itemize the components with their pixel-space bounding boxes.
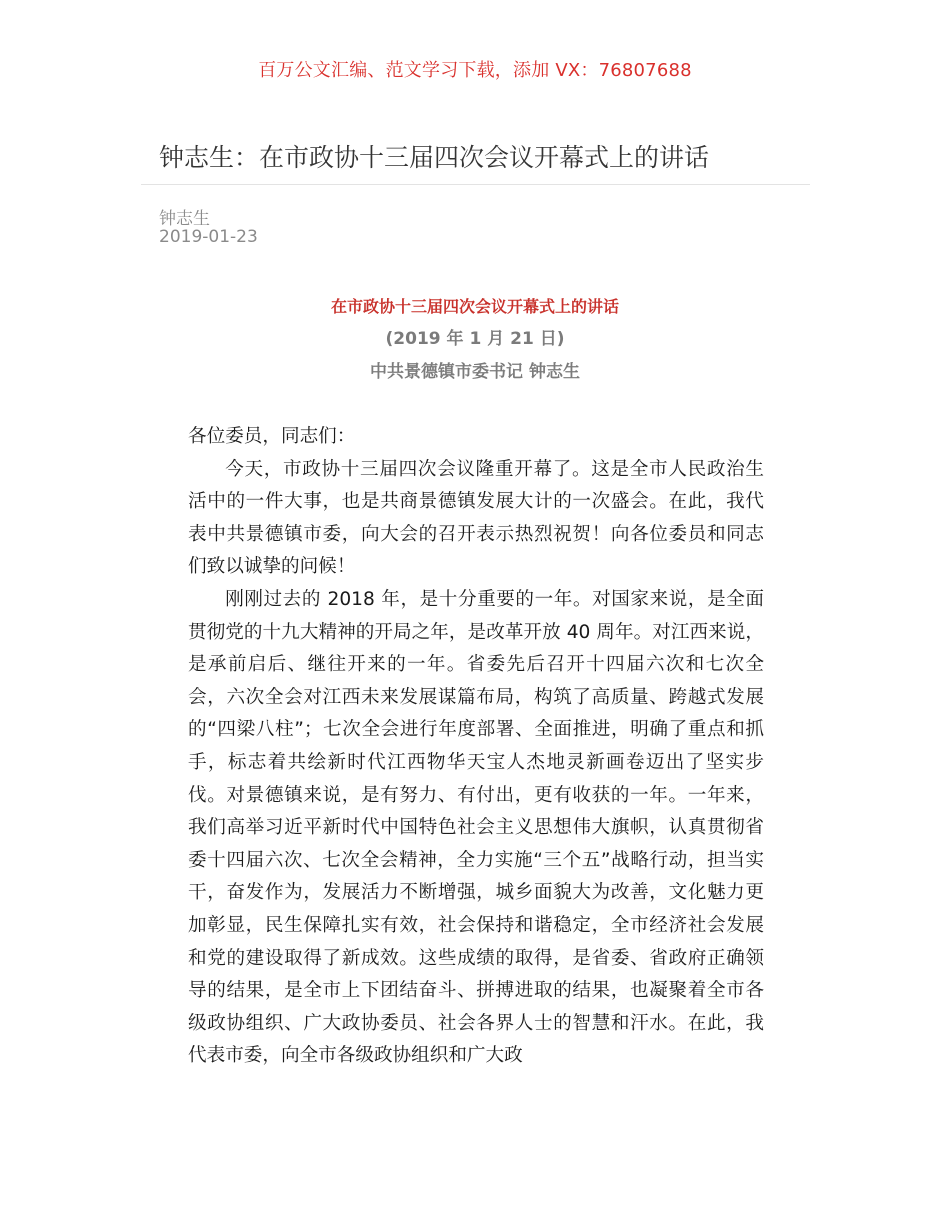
promo-banner: 百万公文汇编、范文学习下载，添加 VX：76807688 — [258, 60, 692, 81]
title-divider — [141, 184, 810, 185]
speech-body — [188, 421, 764, 1073]
speech-title: 在市政协十三届四次会议开幕式上的讲话 — [330, 297, 619, 316]
speech-speaker: 中共景德镇市委书记 钟志生 — [370, 362, 580, 382]
speech-date: (2019 年 1 月 21 日) — [385, 329, 565, 349]
article-author: 钟志生 — [159, 209, 210, 229]
paragraph: 刚刚过去的 2018 年，是十分重要的一年。对国家来说，是全面贯彻党的十九大精神的开局之年，是改革开放 40 周年。对江西来说，是承前启后、继往开来的一年。省委先后召开十四届六次和七次全会，六次全会对江西未来发展谋篇布局，构筑了高质量、跨越式发展的“四梁八柱”；七次全会进行年度部署、全面推进，明确了重点和抓手，标志着共绘新时代江西物华天宝人杰地灵新画卷迈出了坚实步伐。对景德镇来说，是有努力、有付出，更有收获的一年。一年来，我们高举习近平新时代中国特色社会主义思想伟大旗帜，认真贯彻省委十四届六次、七次全会精神，全力实施“三个五”战略行动，担当实干，奋发作为，发展活力不断增强，城乡面貌大为改善，文化魅力更加彰显，民生保障扎实有效，社会保持和谐稳定，全市经济社会发展和党的建设取得了新成效。这些成绩的取得，是省委、省政府正确领导的结果，是全市上下团结奋斗、拼搏进取的结果，也凝聚着全市各级政协组织、广大政协委员、社会各界人士的智慧和汗水。在此，我代表市委，向全市各级政协组织和广大政 — [188, 588, 764, 1067]
article-date: 2019-01-23 — [159, 227, 258, 247]
salutation: 各位委员，同志们： — [188, 426, 356, 447]
article-title: 钟志生：在市政协十三届四次会议开幕式上的讲话 — [159, 143, 710, 172]
paragraph: 今天，市政协十三届四次会议隆重开幕了。这是全市人民政治生活中的一件大事，也是共商景德镇发展大计的一次盛会。在此，我代表中共景德镇市委，向大会的召开表示热烈祝贺！向各位委员和同志们致以诚挚的问候！ — [188, 458, 764, 578]
